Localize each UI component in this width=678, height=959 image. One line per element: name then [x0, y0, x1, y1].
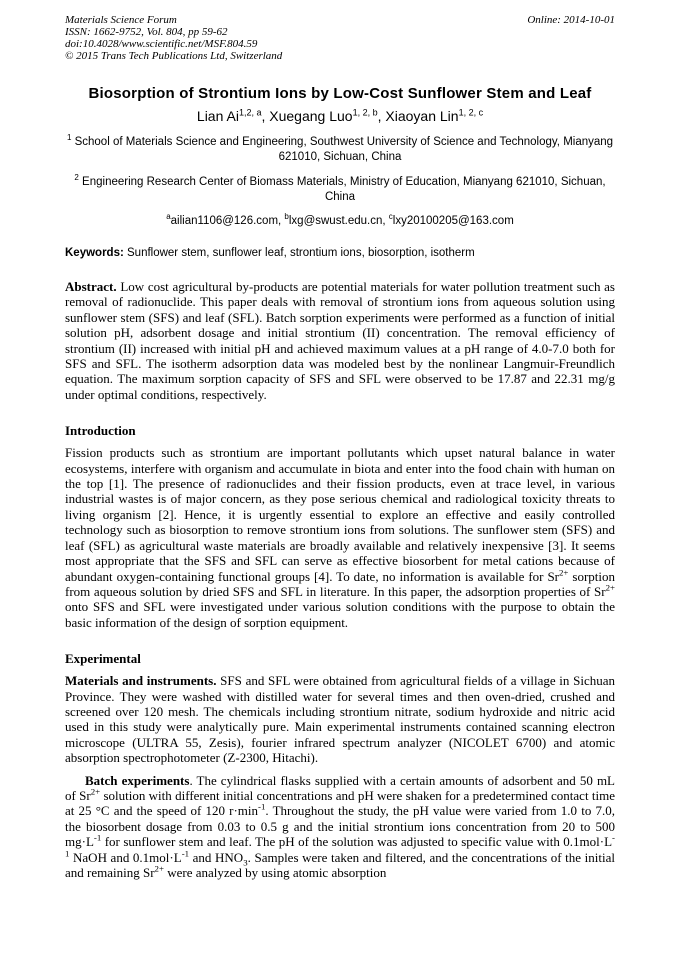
journal-meta	[65, 14, 282, 62]
batch-experiments-paragraph: Batch experiments. The cylindrical flasks supplied with a certain amounts of adsorbent and 50 mL of $Sr^{2+}$ solution with different initial concentrations and pH were shaken for a predetermined contact time at 25 °C and the speed of 120 $r\cdot\min^{-1}$. Throughout the study, the pH value were varied from 1.0 to 7.0, the biosorbent dosage from 0.03 to 0.5 g and the initial strontium ions concentration from 20 to 500 $mg\cdot L^{-1}$ for sunflower stem and leaf. The pH of the solution was adjusted to specific value with $0.1mol\cdot L^{-1}$ NaOH and $0.1mol\cdot L^{-1}$ and $HNO_3$. Samples were taken and filtered, and the concentrations of the initial and remaining $Sr^{2+}$ were analyzed by using atomic absorption	[65, 772, 616, 880]
section-heading-experimental: Experimental	[65, 651, 141, 667]
online-date: Online: 2014-10-01	[527, 14, 615, 26]
paper-title: Biosorption of Strontium Ions by Low-Cost Sunflower Stem and Leaf	[88, 85, 592, 102]
author-emails: $^a$ailian1106@126.com, $^b$lxg@swust.edu.cn, $^c$lxy20100205@163.com	[166, 212, 514, 227]
journal-copyright: © 2015 Trans Tech Publications Ltd, Switzerland	[65, 50, 283, 62]
journal-title: Materials Science Forum	[65, 14, 177, 26]
journal-header	[65, 14, 615, 62]
authors-line: Lian Ai$^{1,2, a}$, Xuegang Luo$^{1, 2, b}$, Xiaoyan Lin$^{1, 2, c}$	[196, 107, 484, 124]
affiliation-1: $^1$ School of Materials Science and Engineering, Southwest University of Science and Technology, Mianyang 621010, Sichuan, China	[66, 133, 614, 163]
materials-instruments-paragraph: Materials and instruments. SFS and SFL were obtained from agricultural fields of a village in Sichuan Province. They were washed with distilled water for several times and then oven-dried, crushed and screened over 120 mesh. The chemicals including strontium nitrate, sodium hydroxide and nitric acid used in this study were analytically pure. Main experimental instruments contained scanning electron microscope (ULTRA 55, Zesis), fourier infrared spectrum analyzer (NICOLET 6700) and atomic absorption spectrophotometer (Z-2300, Hitachi).	[65, 673, 615, 766]
introduction-paragraph: Fission products such as strontium are important pollutants which upset natural balance in water ecosystems, interfere with organism and accumulate in biota and enter into the food chain with human on the top [1]. The presence of radionuclides and their fission products, even at trace level, in various industrial wastes is of major concern, as they pose serious chemical and radiological toxicity threats to living organism [2]. Hence, it is urgently essential to explore an effective and easily controlled technology such as biosorption to remove strontium ions from solutions. The sunflower stem (SFS) and leaf (SFL) as agricultural waste materials are broadly available and relatively inexpensive [3]. It seems most appropriate that the SFS and SFL can serve as effective biosorbent for metal cations because of abundant oxygen-containing functional groups [4]. To date, no information is available for $Sr^{2+}$ sorption from aqueous solution by dried SFS and SFL in literature. In this paper, the adsorption properties of $Sr^{2+}$ onto SFS and SFL were investigated under various solution conditions with the purpose to obtain the basic information of the design of sorption equipment.	[65, 445, 615, 630]
section-heading-introduction: Introduction	[65, 423, 136, 439]
affiliation-2: $^2$ Engineering Research Center of Biomass Materials, Ministry of Education, Mianyang 621010, Sichuan, China	[74, 173, 606, 203]
abstract-paragraph: Abstract. Low cost agricultural by-products are potential materials for water pollution treatment such as removal of radionuclide. This paper deals with removal of strontium ions from aqueous solution using sunflower stem (SFS) and leaf (SFL). Batch sorption experiments were performed as a function of initial solution pH, adsorbent dosage and initial strontium (II) concentration. The removal efficiency of strontium (II) increased with initial pH and achieved maximum values at a pH range of 4.0-7.0 both for SFS and SFL. The isotherm adsorption data was modeled best by the nonlinear Langmuir-Freundlich equation. The maximum sorption capacity of SFS and SFL were observed to be 17.87 and 22.31 mg/g under optimal conditions, respectively.	[65, 279, 615, 402]
journal-doi: doi:10.4028/www.scientific.net/MSF.804.59	[65, 38, 258, 50]
keywords-line: Keywords: Sunflower stem, sunflower leaf, strontium ions, biosorption, isotherm	[65, 247, 475, 259]
journal-issn: ISSN: 1662-9752, Vol. 804, pp 59-62	[65, 26, 228, 38]
